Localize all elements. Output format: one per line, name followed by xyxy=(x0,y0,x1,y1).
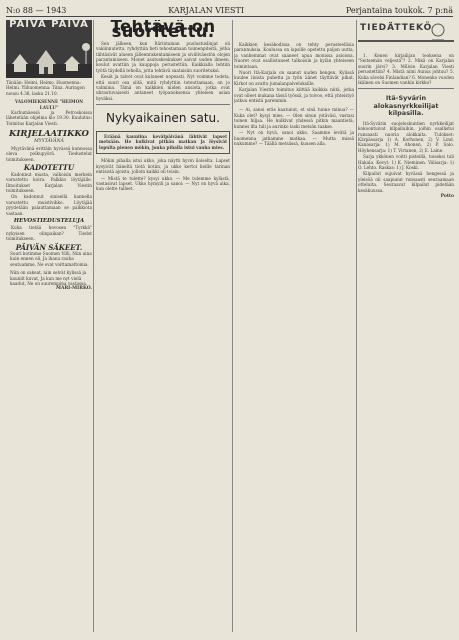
poem-verse-2: Niin on sakeat, niin selvät kylissä ja kauniit kuvat, Ja kun me nyt vielä kaadut, Ne on suurempina vastassa. xyxy=(10,270,88,286)
column-3 xyxy=(234,20,354,632)
column-4 xyxy=(358,20,454,632)
library-subtitle: MYYTÄVÄNÄ xyxy=(34,138,64,144)
column-2 xyxy=(96,20,230,632)
quiz-questions: 1. Kenen kirjailijan teoksena on "Seitsemän veljestä"? 2. Mikä on Karjalan suurin järvi? 3. Milloin Karjalan Viesti perustettiin? 4. Mistä nimi Aunus johtuu? 5. Kuka sävelsi Finlandian? 6. Monenko vuoden ikäinen on Suomen vanhin kirkko? xyxy=(358,53,454,86)
column-divider xyxy=(232,20,233,632)
radio-text: Karhumäessä ja Petroskoissa lähetetään ohjelma klo 19.30. Kuulutus: Toimitus Karjalan Viesti. xyxy=(6,110,92,126)
boxing-body-3: Kilpailut sujuivat hyvässä hengessä ja yleisöä oli saapunut runsaasti seuraamaan otteluita. Seuraavat kilpailut pidetään kesäkuussa. xyxy=(358,171,454,193)
lost-text-2: On kadonnut sinisellä kannella varustettu muistivihko. Löytäjää pyydetään palauttamaan se palkkiota vastaan. xyxy=(6,194,92,216)
boxing-signature: Potto xyxy=(440,194,454,200)
paper-name: KARJALAN VIESTI xyxy=(168,5,245,15)
service-text: Kuka tietää hevosen "Tyrkkä" nykyisen olinpaikan? Tiedot toimitukseen. xyxy=(6,225,92,242)
boxing-headline: Itä-Syvärin alokasnyrkkeilijat kilpasilla. xyxy=(373,94,439,118)
story-body-2: — Mistä te tulette? kysyi ukko. — Me tulemme kylästä, vastasivat lapset. Ukko hymyili ja sanoi: — Nyt on hyvä aika, kun olette tulleet. xyxy=(96,175,230,192)
story-body: Mökin pihalla istui ukko, joka näytti hyvin iloiselta. Lapset kysyivät häneltä tietä kotiin, ja ukko kertoi heille tarinan entisistä ajoista, jolloin kaikki oli toisin. xyxy=(96,158,230,175)
library-text: Myytävänä erittäin hyvässä kunnossa oleva polkupyörä. Tiedustelut toimitukseen. xyxy=(6,146,92,162)
story-intro-text: Eräänä kauniina kevätpäivänä lähtivät lapset metsään. He kulkivat pitkän matkan ja löysivät lopulta pienen mökin, jonka pihalla istui vanha mies. xyxy=(99,134,227,150)
story-headline: Nykyaikainen satu. xyxy=(106,111,220,126)
masthead xyxy=(6,4,453,17)
poem-title: PÄIVÄN SÄKEET. xyxy=(15,242,83,252)
boxing-body: Itä-Syvärin suojeluskuntien nyrkkeilijat kokoontuivat kilpailuihin, joihin osallistui runsaasti nuoria alokkaita. Tulokset: Kärpässarja 1) A. Korhonen, 2) V. Lind. Kanasarja: 1) M. Ahonen, 2) P. Salo. Höyhensarja: 1) T. Virtanen, 2) E. Laine. xyxy=(358,120,454,153)
continued-body-3: Karjalan Viestin toimitus kiittää kaikkia niitä, jotka ovat olleet mukana tässä työssä, ja toivoo, että yhteistyö jatkuu entistä paremmin. xyxy=(234,87,354,104)
quiz-title: TIEDÄTTEKÖ xyxy=(360,23,433,33)
main-article-body: Sen jälkeen, kun Itärintaman puolustuslinjat oli vakiinnutettu, ryhdyttiin heti tehostamaan toimenpiteitä, jotka tähtäsivät alueen jälleenrakentamiseen ja siviiliväestön olojen parantamiseen. Monet asutuskeskukset saivat uuden ilmeen, koulut avattiin ja kauppoja perustettiin. Kaikkialla tehtiin työtä täydellä teholla, jotta tehtävä saataisiin suoritetuksi. xyxy=(96,40,230,73)
poem-verse-1: Suuri kotimme Suomen Villi, Niin aina kuin ennen oli, Ja ihana rauha seutuamme, Ne ovat voittamattomia. xyxy=(10,250,92,267)
radio-title: VALOMIEKSENNE "HEIMON LAULU" xyxy=(14,99,84,110)
story-dialog-2: — Nyt on hyvä, sanoi ukko. Saamme levätä ja huomenna jatkamme matkaa. — Mutta missä nukumme? — Täällä metsässä, kuusen alla. xyxy=(234,130,354,146)
main-headline: Tehtävä on suoritettu. xyxy=(110,20,216,42)
lost-title: KADOTETTU xyxy=(23,163,75,173)
issue-number: N:o 88 — 1943 xyxy=(6,5,67,15)
section-rule xyxy=(96,104,230,105)
continued-body: Kaikkien kesäkodissa on tehty perusteellisia parannuksia. Koulussa on lapsille opetettu paljon uutta, ja vanhemmat ovat saaneet apua monissa asioissa. Nuoret ovat osallistuneet talkoisiin ja kylän yhteiseen toimintaan. xyxy=(234,42,354,69)
continued-body-2: Nuori Itä-Karjala on saanut uuden hengen. Kylissä kuulee iloista puhetta ja työn äänet täyttävät pihat. Kirkot on avattu jumalanpalveluksille. xyxy=(234,70,354,86)
village-illustration xyxy=(6,38,92,78)
column-1 xyxy=(6,20,92,632)
calendar-text: Tänään: Heimi, Heimo. Huomenna: Helmi. Ylihuomenna: Tiina. Auringon nousu 4.38, lasku 21.10. xyxy=(6,80,85,96)
story-intro-box xyxy=(96,131,230,154)
main-article-body-2: Kesät ja talvet ovat kuluneet nopeasti. Nyt voimme todeta, että suuri osa siitä, mitä ryhdyttiin toteuttamaan, on jo valmiina. Tämä on kaikkien niiden ansiota, jotka ovat uhrautuvaisesti antaneet työpanoksensa yhteisen asian hyväksi. xyxy=(96,74,230,101)
lost-text: Kadonnut musta, valkoisin merkein varustettu koira. Palkkio löytäjälle. Ilmoitukset Karjalan Viestin toimitukseen. xyxy=(6,171,92,193)
section-rule xyxy=(358,88,454,89)
paiva-paiva-banner xyxy=(6,20,92,78)
column-divider xyxy=(356,20,357,632)
banner-title: PÄIVÄ PÄIVÄ xyxy=(9,20,89,30)
story-dialog: — Ai, sanoi eräs kaatunut, et sinä tunne minua? — Kuka olet? kysyi mies. — Olen sinun ystäväsi, vastasi toinen hiljaa. He kulkivat yhdessä pitkin maantietä, kunnes ilta tuli ja aurinko laski metsän taakse. xyxy=(234,107,354,129)
poem-signature: MARI-MIRKO. xyxy=(55,286,92,292)
library-title: KIRJELAATIKKO xyxy=(9,129,89,140)
boxing-body-2: Sarja ykkönen voitti pisteillä, toiseksi tuli Hakala. Kevyt: 1) K. Nieminen. Välisarja: 1) O. Lehto. Raskas: 1) J. Koski. xyxy=(358,154,454,170)
service-title: HEVOSTIEDUSTELUJA xyxy=(13,217,85,224)
issue-date: Perjantaina toukok. 7 p:nä xyxy=(345,5,453,15)
column-divider xyxy=(93,20,94,632)
headline-spacer xyxy=(234,20,354,42)
quiz-banner xyxy=(358,20,454,50)
